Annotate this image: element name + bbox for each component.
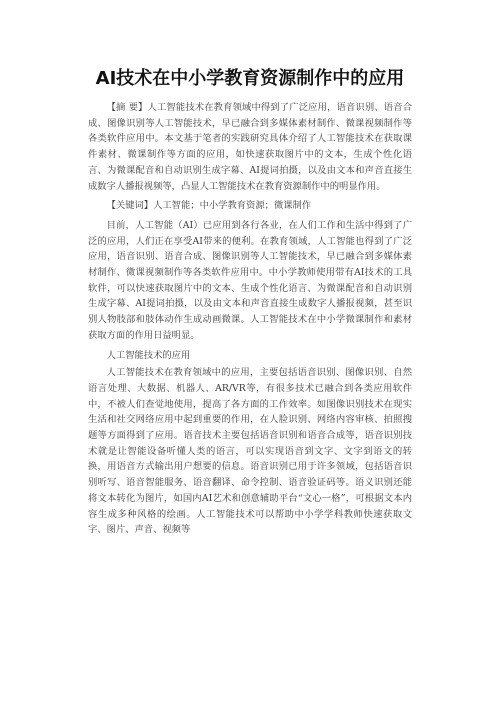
intro-paragraph: 目前，人工智能（AI）已应用到各行各业，在人们工作和生活中得到了广泛的应用，人们正在享受AI带来的便利。在教育领域，人工智能也得到了广泛应用，语音识别、语音合成、图像识别等人工智能技术，早已融合到多媒体素材制作、微课视频制作等各类软件应用中。中小学教师使用带有AI技术的工具软件，可以快速获取图片中的文本、生成个性化语言、为微课配音和自动识别生成字幕、AI提词拍摄，以及由文本和声音直接生成数字人播报视频，甚至识别人物肢部和肢体动作生成动画微课。人工智能技术在中小学微课制作和素材获取方面的作用日益明显。 bbox=[88, 219, 412, 341]
document-body bbox=[88, 100, 412, 700]
document-title: AI技术在中小学教育资源制作中的应用 bbox=[95, 68, 405, 89]
section-paragraph: 人工智能技术在教育领域中的应用，主要包括语音识别、图像识别、自然语言处理、大数据、机器人、AR/VR等，有很多技术已融合到各类应用软件中，不被人们查觉地使用，提高了各方面的工作效率。如图像识别技术在现实生活和社交网络应用中起到重要的作用，在人脸识别、网络内容审核、拍照搜题等方面得到了应用。语音技术主要包括语音识别和语音合成等，语音识别技术就是让智能设备听懂人类的语言，可以实现语音到文字、文字到语文的转换，用语音方式输出用户想要的信息。语音识别已用于许多领域，包括语音识别听写、语音智能服务、语音翻译、命令控制、语音验证码等。语义识别还能将文本转化为图片，如国内AI艺术和创意辅助平台“文心一格”，可根据文本内容生成多种风格的绘画。人工智能技术可以帮助中小学学科教师快速获取文字、图片、声音、视频等 bbox=[88, 367, 412, 536]
keywords-paragraph: 【关键词】人工智能；中小学教育资源；微课制作 bbox=[106, 200, 312, 212]
abstract-paragraph: 【摘 要】人工智能技术在教育领域中得到了广泛应用，语音识别、语音合成、图像识别等人工智能技术，早已融合到多媒体素材制作、微课视频制作等各类软件应用中。本文基于笔者的实践研究具体介绍了人工智能技术在获取课件素材、微课制作等方面的应用，如快速获取图片中的文本，生成个性化语言、为微课配音和自动识别生成字幕、AI提词拍摄，以及由文本和声音直接生成数字人播报视频等，凸显人工智能技术在教育资源制作中的明显作用。 bbox=[88, 102, 412, 192]
section-heading: 人工智能技术的应用 bbox=[106, 349, 191, 361]
